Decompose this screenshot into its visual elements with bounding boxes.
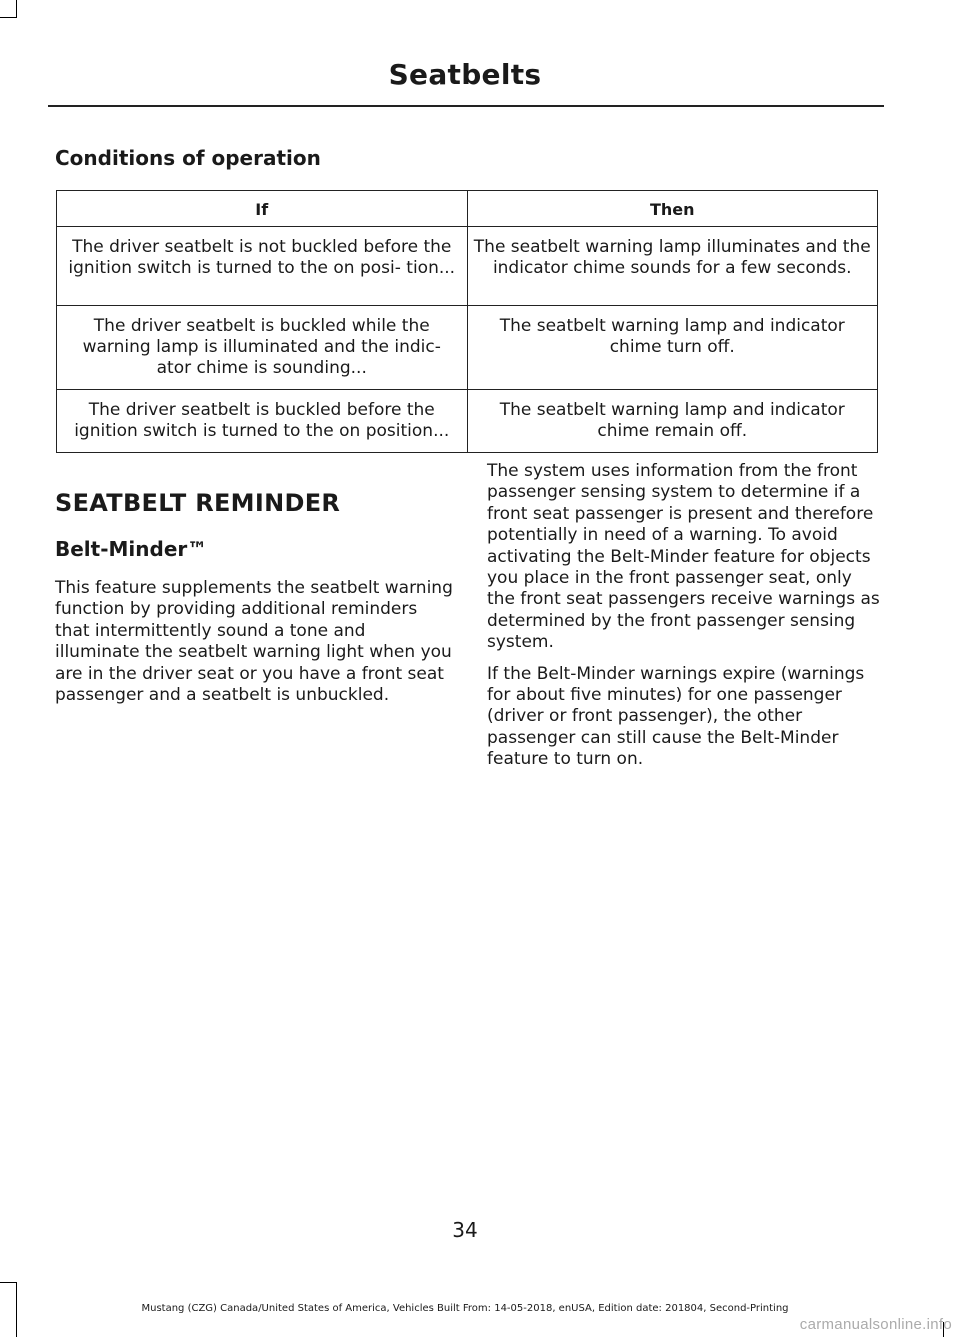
cell-then: The seatbelt warning lamp and indicator chime remain off. xyxy=(467,390,878,453)
paragraph: The system uses information from the front passenger sensing system to determine if a front seat passenger is present and therefore potentially in need of a warning. To avoid activating the Belt-Minder feature for objects you place in the front passenger seat, only the front seat passengers receive warnings as determined by the front passenger sensing system. xyxy=(487,461,880,653)
cell-if: The driver seatbelt is buckled before the ignition switch is turned to the on position... xyxy=(57,390,468,453)
paragraph: This feature supplements the seatbelt warning function by providing additional reminders that intermittently sound a tone and illuminate the seatbelt warning light when you are in the driver seat or you have a front seat passenger and a seatbelt is unbuckled. xyxy=(55,578,453,706)
column-header-then: Then xyxy=(467,191,878,227)
table-row xyxy=(57,390,878,453)
cell-if: The driver seatbelt is buckled while the warning lamp is illuminated and the indic- ator chime is sounding... xyxy=(57,306,468,390)
watermark: carmanualsonline.info xyxy=(799,1316,952,1333)
cell-then: The seatbelt warning lamp illuminates and the indicator chime sounds for a few seconds. xyxy=(467,227,878,306)
crop-mark-top-left-v xyxy=(16,0,17,18)
cell-then: The seatbelt warning lamp and indicator chime turn off. xyxy=(467,306,878,390)
header-rule xyxy=(48,105,884,107)
section-heading-seatbelt-reminder: SEATBELT REMINDER xyxy=(55,489,341,517)
left-column xyxy=(55,488,455,706)
table-row xyxy=(57,306,878,390)
paragraph: If the Belt-Minder warnings expire (warnings for about five minutes) for one passenger (driver or front passenger), the other passenger can still cause the Belt-Minder feature to turn on. xyxy=(487,663,865,770)
footer-text: Mustang (CZG) Canada/United States of America, Vehicles Built From: 14-05-2018, enUSA, Edition date: 201804, Second-Printing xyxy=(141,1303,789,1314)
crop-mark-bottom-left-h xyxy=(0,1282,17,1283)
cell-if: The driver seatbelt is not buckled before the ignition switch is turned to the on posi- tion... xyxy=(57,227,468,306)
page-number: 34 xyxy=(452,1218,478,1242)
subheading-belt-minder: Belt-Minder™ xyxy=(55,537,208,561)
crop-mark-top-left-h xyxy=(0,17,17,18)
page-title: Seatbelts xyxy=(388,58,542,91)
right-column xyxy=(487,461,885,771)
conditions-table xyxy=(56,190,878,453)
column-header-if: If xyxy=(57,191,468,227)
table-header-row xyxy=(57,191,878,227)
table-row xyxy=(57,227,878,306)
conditions-heading: Conditions of operation xyxy=(55,146,321,170)
